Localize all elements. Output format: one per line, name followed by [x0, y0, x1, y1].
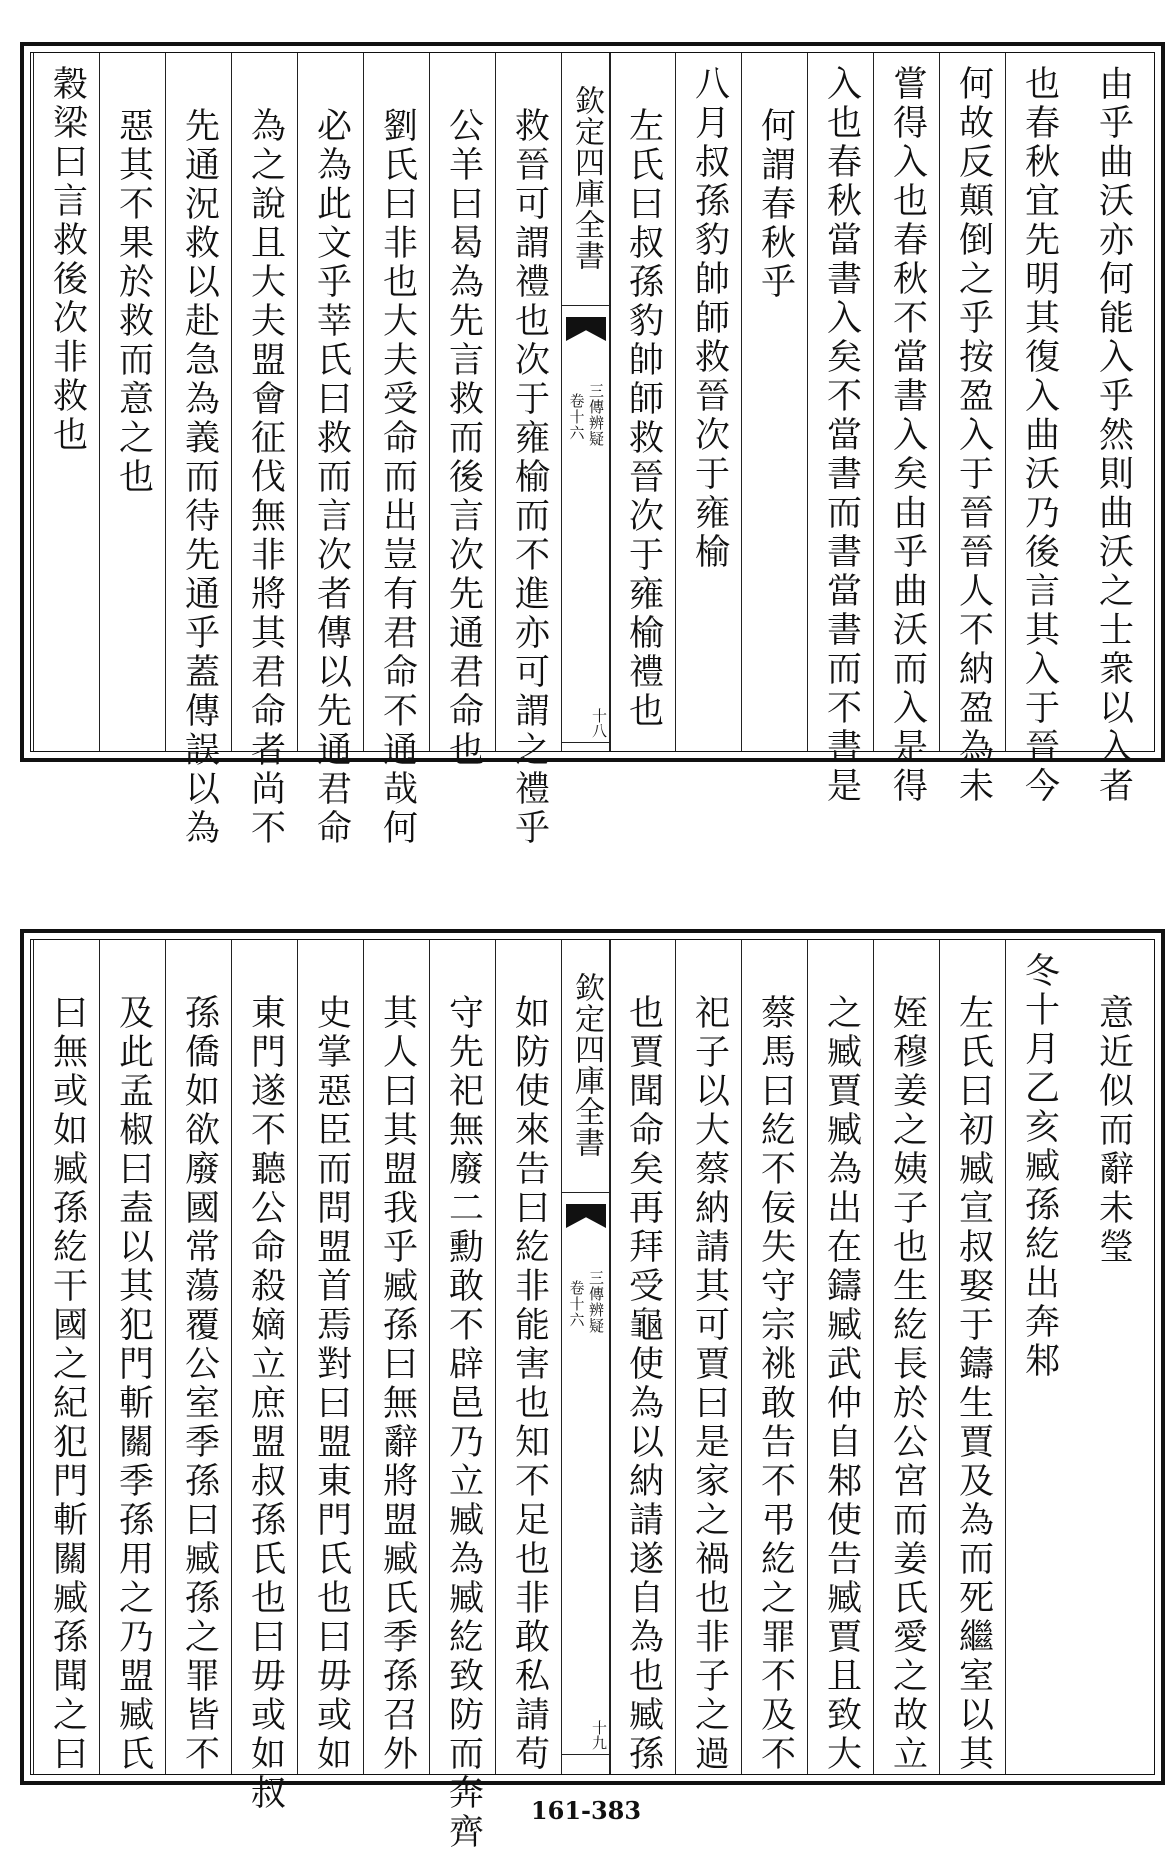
spine-book-title: 三傳辨疑 [587, 1270, 605, 1334]
text-column [165, 53, 232, 848]
text-column [939, 940, 1006, 1774]
column-text: 東門遂不聽公命殺嫡立庶盟叔孫氏也曰毋或如叔 [245, 994, 286, 1813]
text-column [429, 940, 496, 1852]
column-text: 守先祀無廢二勳敢不辟邑乃立臧為臧紇致防而奔齊 [443, 994, 484, 1852]
spine-title: 欽定四庫全書 [562, 57, 610, 306]
column-text: 由乎曲沃亦何能入乎然則曲沃之士衆以入者 [1093, 65, 1134, 806]
spine-leaf-number: 十八 [562, 708, 610, 743]
text-column [807, 53, 874, 806]
text-column [609, 940, 676, 1774]
text-column [231, 53, 298, 848]
upper-page-inner-border [30, 52, 1155, 848]
column-text: 曰無或如臧孫紇干國之紀犯門斬關臧孫聞之曰 [47, 994, 88, 1774]
spine-volume: 卷十六 [567, 1280, 586, 1328]
column-text: 也賈聞命矣再拜受龜使為以納請遂自為也臧孫 [623, 994, 664, 1774]
fish-tail-mark [566, 317, 606, 341]
text-column [33, 940, 100, 1774]
text-column [297, 53, 364, 848]
column-text: 入也春秋當書入矣不當書而書當書而不書是 [821, 65, 862, 806]
column-text: 左氏曰初臧宣叔娶于鑄生賈及為而死繼室以其 [953, 994, 994, 1774]
text-column [231, 940, 298, 1813]
column-text: 必為此文乎莘氏曰救而言次者傳以先通君命 [311, 107, 352, 848]
upper-text-columns [31, 53, 1154, 848]
column-text: 劉氏曰非也大夫受命而出豈有君命不通哉何 [377, 107, 418, 848]
column-text: 八月叔孫豹帥師救晉次于雍榆 [689, 65, 730, 572]
column-text: 公羊曰曷為先言救而後言次先通君命也 [443, 107, 484, 770]
spine-book-title: 三傳辨疑 [587, 383, 605, 447]
text-column [1071, 940, 1155, 1774]
text-column [495, 940, 562, 1774]
text-column [675, 53, 742, 751]
column-text: 其人曰其盟我乎臧孫曰無辭將盟臧氏季孫召外 [377, 994, 418, 1774]
column-text: 何故反顛倒之乎按盈入于晉晉人不納盈為未 [953, 65, 994, 806]
text-column [99, 940, 166, 1774]
text-column [363, 53, 430, 848]
text-column [1071, 53, 1155, 806]
page-number: 161-383 [530, 1796, 642, 1825]
column-text: 惡其不果於救而意之也 [113, 107, 154, 497]
center-spine [561, 53, 611, 751]
text-column [429, 53, 496, 770]
column-text: 嘗得入也春秋不當書入矣由乎曲沃而入是得 [887, 65, 928, 806]
column-text: 及此孟椒曰盍以其犯門斬關季孫用之乃盟臧氏 [113, 994, 154, 1774]
text-column [495, 53, 562, 848]
column-text: 史掌惡臣而問盟首焉對曰盟東門氏也曰毋或如 [311, 994, 352, 1774]
text-column [33, 53, 100, 751]
text-column [873, 53, 940, 806]
text-column [297, 940, 364, 1774]
text-column [807, 940, 874, 1774]
text-column [1005, 53, 1072, 806]
spine-title: 欽定四庫全書 [562, 944, 610, 1193]
column-text: 之臧賈臧為出在鑄臧武仲自邾使告臧賈且致大 [821, 994, 862, 1774]
text-column [675, 940, 742, 1774]
text-column [363, 940, 430, 1774]
column-text: 左氏曰叔孫豹帥師救晉次于雍榆禮也 [623, 107, 664, 731]
text-column [609, 53, 676, 751]
text-column [165, 940, 232, 1774]
spine-leaf-number: 十九 [562, 1720, 610, 1755]
text-column [741, 940, 808, 1774]
column-text: 蔡馬曰紇不佞失守宗祧敢告不弔紇之罪不及不 [755, 994, 796, 1774]
text-column [1005, 940, 1072, 1774]
text-column [873, 940, 940, 1774]
column-text: 冬十月乙亥臧孫紇出奔邾 [1019, 952, 1060, 1381]
column-text: 為之說且大夫盟會征伐無非將其君命者尚不 [245, 107, 286, 848]
text-column [99, 53, 166, 751]
column-text: 姪穆姜之姨子也生紇長於公宮而姜氏愛之故立 [887, 994, 928, 1774]
upper-page-frame [20, 42, 1165, 848]
column-text: 何謂春秋乎 [755, 107, 796, 302]
center-spine [561, 940, 611, 1774]
column-text: 如防使來告曰紇非能害也知不足也非敢私請苟 [509, 994, 550, 1774]
text-column [741, 53, 808, 751]
column-text: 祀子以大蔡納請其可賈曰是家之禍也非子之過 [689, 994, 730, 1774]
column-text: 先通況救以赴急為義而待先通乎蓋傳誤以為 [179, 107, 220, 848]
text-column [939, 53, 1006, 806]
column-text: 也春秋宜先明其復入曲沃乃後言其入于晉今 [1019, 65, 1060, 806]
column-text: 救晉可謂禮也次于雍榆而不進亦可謂之禮乎 [509, 107, 550, 848]
fish-tail-mark [566, 1204, 606, 1228]
spine-volume: 卷十六 [567, 393, 586, 441]
column-text: 意近似而辭未瑩 [1093, 994, 1134, 1267]
column-text: 孫僑如欲廢國常蕩覆公室季孫曰臧孫之罪皆不 [179, 994, 220, 1774]
column-text: 穀梁曰言救後次非救也 [47, 65, 88, 455]
